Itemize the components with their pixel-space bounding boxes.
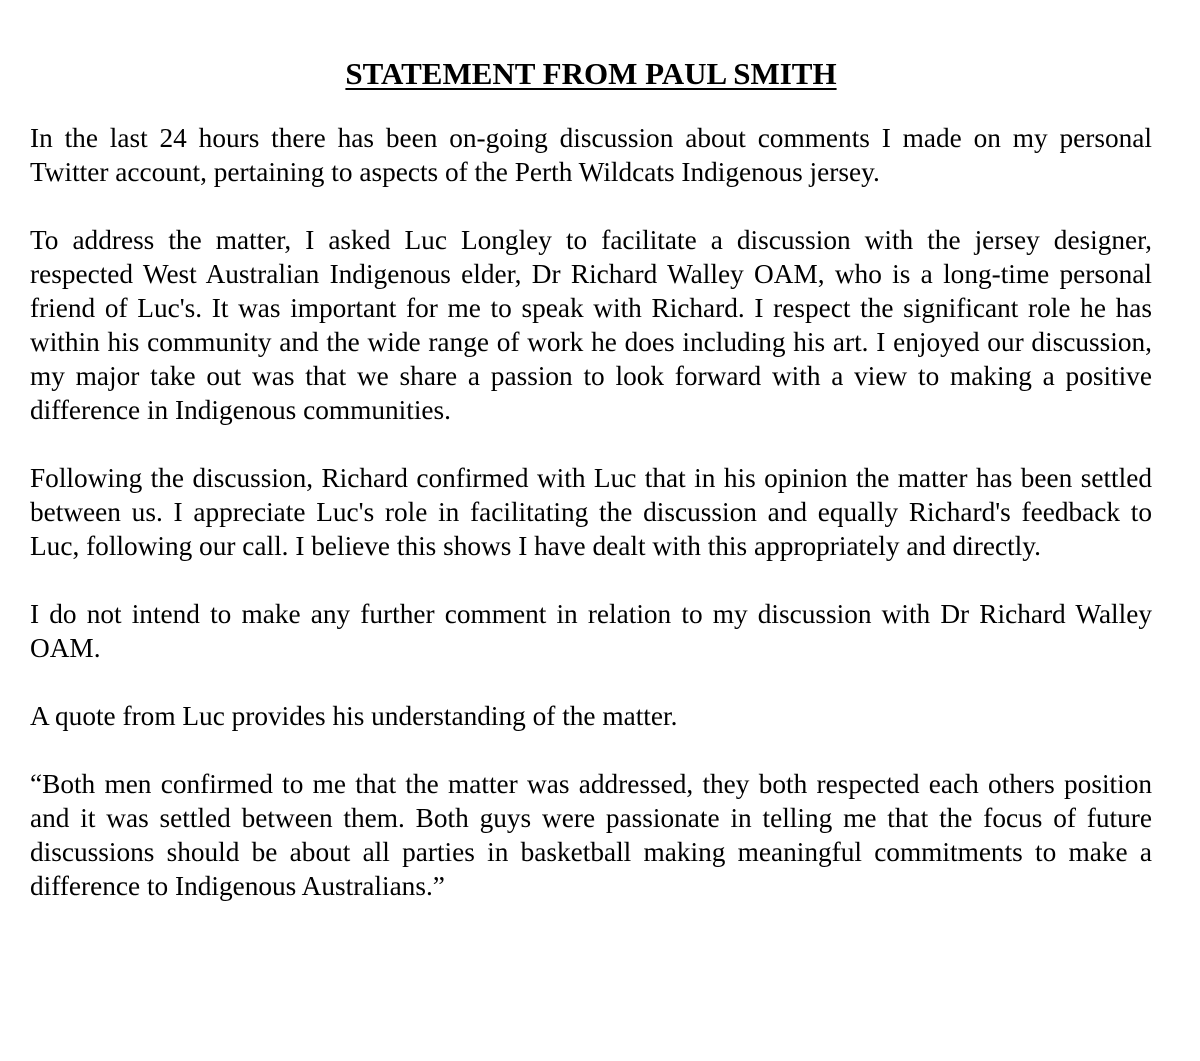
paragraph-twitter-comments: In the last 24 hours there has been on-going discussion about comments I made on my personal Twitter account, pertaining to aspects of the Perth Wildcats Indigenous jersey.	[30, 123, 1152, 187]
statement-title	[30, 0, 1152, 92]
paragraph-luc-quote: “Both men confirmed to me that the matter was addressed, they both respected each others position and it was settled between them. Both guys were passionate in telling me that the focus of future discussions should be about all parties in basketball making meaningful commitments to make a difference to Indigenous Australians.”	[30, 769, 1152, 901]
paragraph-no-further-comment: I do not intend to make any further comment in relation to my discussion with Dr Richard Walley OAM.	[30, 599, 1152, 663]
paragraph-discussion-with-richard: To address the matter, I asked Luc Longley to facilitate a discussion with the jersey designer, respected West Australian Indigenous elder, Dr Richard Walley OAM, who is a long-time personal friend of Luc's. It was important for me to speak with Richard. I respect the significant role he has within his community and the wide range of work he does including his art. I enjoyed our discussion, my major take out was that we share a passion to look forward with a view to making a positive difference in Indigenous communities.	[30, 225, 1152, 425]
statement-title-text: STATEMENT FROM PAUL SMITH	[345, 56, 837, 91]
paragraph-quote-intro: A quote from Luc provides his understanding of the matter.	[30, 701, 678, 731]
paragraph-matter-settled: Following the discussion, Richard confirmed with Luc that in his opinion the matter has been settled between us. I appreciate Luc's role in facilitating the discussion and equally Richard's feedback to Luc, following our call. I believe this shows I have dealt with this appropriately and directly.	[30, 463, 1152, 561]
statement-body	[30, 121, 1152, 903]
